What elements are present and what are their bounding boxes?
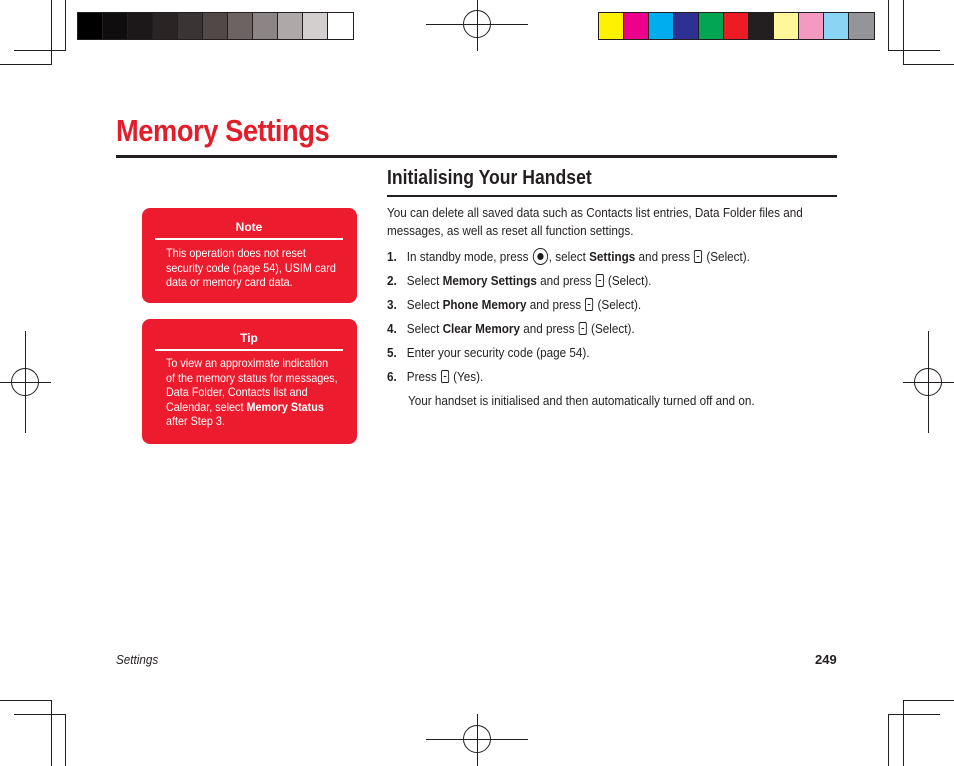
color-swatch <box>103 13 128 39</box>
color-swatch <box>599 13 624 39</box>
section-title: Initialising Your Handset <box>387 167 592 189</box>
color-swatch <box>799 13 824 39</box>
step-result: Your handset is initialised and then automatically turned off and on. <box>408 393 755 408</box>
crop-mark <box>0 64 51 65</box>
note-box <box>142 208 357 303</box>
grayscale-color-bar <box>77 12 354 40</box>
step-6: 6. Press (Yes). <box>387 369 484 384</box>
page-number: 249 <box>815 652 837 667</box>
title-rule <box>116 155 837 158</box>
crop-mark <box>888 0 889 51</box>
color-swatch <box>128 13 153 39</box>
crop-mark <box>51 0 52 65</box>
crop-mark <box>0 700 51 701</box>
color-swatch <box>153 13 178 39</box>
color-swatch <box>78 13 103 39</box>
crop-mark <box>888 714 889 766</box>
note-rule <box>155 238 343 240</box>
tip-box <box>142 319 357 444</box>
soft-key-icon <box>694 250 702 263</box>
crop-mark <box>903 700 954 701</box>
footer-section-label: Settings <box>116 652 159 667</box>
crop-mark <box>14 50 66 51</box>
color-swatch <box>724 13 749 39</box>
section-rule <box>387 195 837 197</box>
tip-heading: Tip <box>240 331 258 345</box>
crop-mark <box>14 714 66 715</box>
color-swatch <box>278 13 303 39</box>
step-5: 5. Enter your security code (page 54). <box>387 345 590 360</box>
step-4: 4. Select Clear Memory and press (Select). <box>387 321 635 336</box>
color-swatch <box>303 13 328 39</box>
crop-mark <box>903 0 904 65</box>
crop-mark <box>65 714 66 766</box>
color-swatch <box>253 13 278 39</box>
color-swatch <box>824 13 849 39</box>
tip-text: To view an approximate indication of the memory status for messages, Data Folder, Contacts list and Calendar, select Memory Status after Step 3. <box>166 356 338 428</box>
color-swatch <box>849 13 874 39</box>
color-swatch <box>649 13 674 39</box>
soft-key-icon <box>585 298 593 311</box>
soft-key-icon <box>579 322 587 335</box>
note-heading: Note <box>235 220 263 234</box>
page-title: Memory Settings <box>116 113 330 148</box>
crop-mark <box>51 700 52 766</box>
soft-key-icon <box>596 274 604 287</box>
color-swatch <box>203 13 228 39</box>
step-1: 1. In standby mode, press , select Settings and press (Select). <box>387 249 750 264</box>
crop-mark <box>888 50 940 51</box>
tip-rule <box>155 349 343 351</box>
color-swatch <box>699 13 724 39</box>
step-2: 2. Select Memory Settings and press (Select). <box>387 273 652 288</box>
crop-mark <box>903 700 904 766</box>
color-swatch <box>624 13 649 39</box>
color-swatch <box>674 13 699 39</box>
crop-mark <box>65 0 66 51</box>
color-swatch <box>749 13 774 39</box>
nav-center-key-icon <box>533 248 548 265</box>
soft-key-icon <box>441 370 449 383</box>
color-swatch <box>178 13 203 39</box>
step-3: 3. Select Phone Memory and press (Select). <box>387 297 642 312</box>
intro-text: You can delete all saved data such as Contacts list entries, Data Folder files and messages, as well as reset all function settings. <box>387 205 803 238</box>
process-color-bar <box>598 12 875 40</box>
crop-mark <box>903 64 954 65</box>
color-swatch <box>228 13 253 39</box>
crop-mark <box>888 714 940 715</box>
color-swatch <box>774 13 799 39</box>
color-swatch <box>328 13 353 39</box>
note-text: This operation does not reset security code (page 54), USIM card data or memory card data. <box>166 246 336 289</box>
